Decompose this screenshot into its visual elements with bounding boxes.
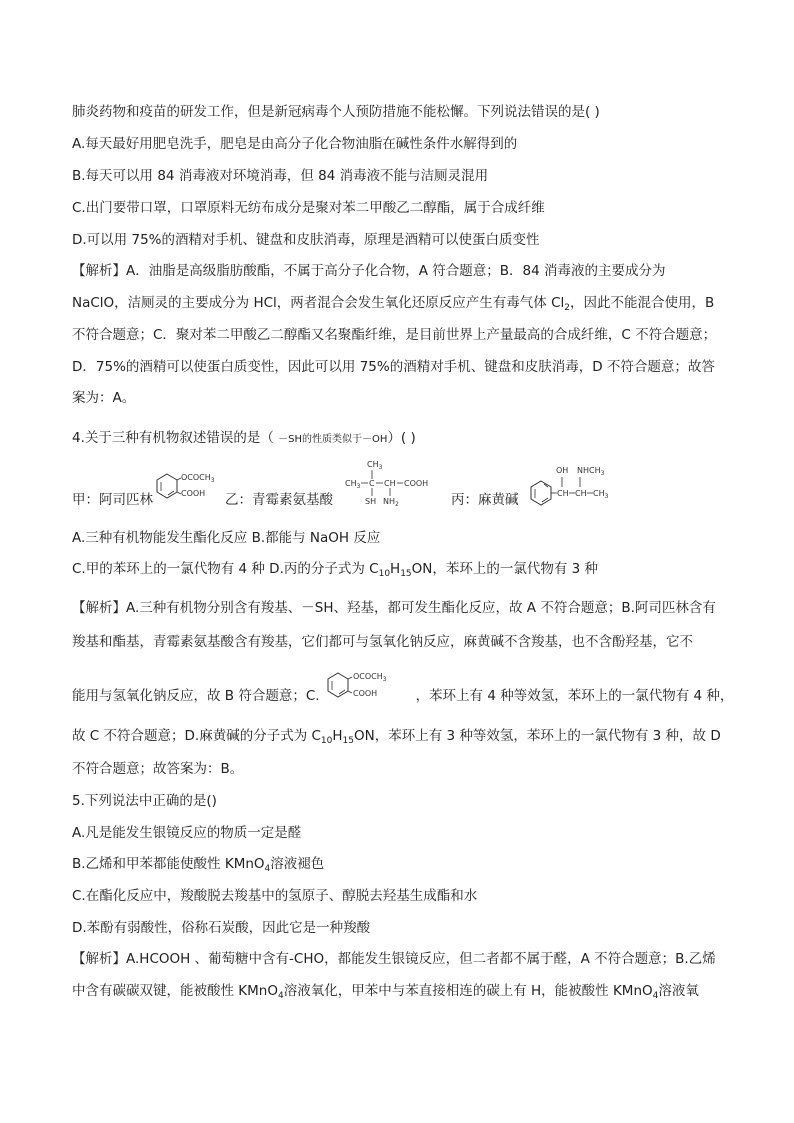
q3-analysis-line: 案为：A。 [72, 390, 136, 406]
svg-text:CH3: $CH_3$ [367, 460, 383, 471]
q4-stem: 4.关于三种有机物叙述错误的是（ －SH的性质类似于－OH）( ) [72, 430, 416, 446]
q4-options-cd: C.甲的苯环上的一氯代物有 4 种 D.丙的分子式为 $C_{10}H_{15}ON$，苯环上的一氯代物有 3 种 [72, 561, 599, 579]
q4-analysis-line: 能用与氢氧化钠反应，故 B 符合题意；C. $OCOCH_3$ COOH ，苯环上有 4 种等效氢，苯环上的一氯代物有 4 种， [72, 666, 744, 710]
q4-analysis-line: 故 C 不符合题意；D.麻黄碱的分子式为 $C_{10}H_{15}ON$，苯环上有 3 种等效氢，苯环上的一氯代物有 3 种，故 D [72, 728, 721, 746]
q3-analysis-line: 【解析】A．油脂是高级脂肪酸酯，不属于高分子化合物，A 符合题意；B．84 消毒液的主要成分为 [72, 263, 666, 279]
svg-text:C: C [369, 479, 375, 488]
q4-analysis-line: 不符合题意；故答案为：B。 [72, 761, 244, 777]
svg-text:OH: OH [555, 466, 568, 475]
q5-analysis-line: 【解析】A.HCOOH 、葡萄糖中含有-CHO，都能发生银镜反应，但二者都不属于醛，A 不符合题意；B.乙烯 [72, 951, 716, 967]
q5-option-c: C.在酯化反应中，羧酸脱去羧基中的氢原子、醇脱去羟基生成酯和水 [72, 888, 478, 904]
q3-option-d: D.可以用 75%的酒精对手机、键盘和皮肤消毒，原理是酒精可以使蛋白质变性 [72, 232, 540, 248]
q5-stem: 5.下列说法中正确的是() [72, 793, 217, 809]
q4-options-ab: A.三种有机物能发生酯化反应 B.都能与 NaOH 反应 [72, 530, 381, 546]
svg-text:CH: CH [384, 479, 396, 488]
q3-option-b: B.每天可以用 84 消毒液对环境消毒，但 84 消毒液不能与洁厕灵混用 [72, 168, 489, 184]
svg-text:CH: CH [556, 489, 569, 498]
q5-option-d: D.苯酚有弱酸性，俗称石炭酸，因此它是一种羧酸 [72, 920, 371, 936]
svg-text:COOH: COOH [404, 479, 429, 488]
q3-analysis-line: NaClO，洁厕灵的主要成分为 HCl，两者混合会发生氧化还原反应产生有毒气体 $Cl_2$，因此不能混合使用，B [72, 295, 715, 313]
bing-label: 丙：麻黄碱 [451, 492, 519, 508]
q4-analysis-line: 【解析】A.三种有机物分别含有羧基、－SH、羟基，都可发生酯化反应，故 A 不符合题意；B.阿司匹林含有 [72, 600, 716, 616]
svg-text:COOH: COOH [181, 489, 206, 498]
q4-structures-row [72, 458, 744, 514]
svg-text:OCOCH3: $OCOCH_3$ [352, 672, 387, 683]
jia-label: 甲：阿司匹林 [72, 492, 153, 508]
q3-stem: 肺炎药物和疫苗的研发工作，但是新冠病毒个人预防措施不能松懈。下列说法错误的是( ) [72, 104, 600, 120]
svg-text:CH: CH [574, 489, 587, 498]
ephedrine-structure [525, 461, 645, 511]
svg-text:NH2: $NH_2$ [383, 497, 399, 508]
q5-analysis-line: 中含有碳碳双键，能被酸性 KMnO$_4$溶液氧化，甲苯中与苯直接相连的碳上有 H，能被酸性 KMnO$_4$溶液氧 [72, 983, 699, 1001]
svg-text:CH3: $CH_3$ [345, 479, 361, 490]
svg-text:COOH: COOH [352, 689, 377, 698]
penicillamine-structure [345, 458, 445, 514]
q5-option-b: B.乙烯和甲苯都能使酸性 KMnO$_4$溶液褪色 [72, 856, 325, 874]
svg-text:SH: SH [365, 497, 377, 506]
q3-analysis-line: 不符合题意；C．聚对苯二甲酸乙二醇酯又名聚酯纤维，是目前世界上产量最高的合成纤维，C 不符合题意； [72, 327, 717, 343]
svg-text:CH3: $CH_3$ [592, 489, 608, 500]
yi-label: 乙：青霉素氨基酸 [225, 492, 333, 508]
aspirin-structure [153, 464, 225, 508]
q3-analysis-line: D．75%的酒精可以使蛋白质变性，因此可以用 75%的酒精对手机、键盘和皮肤消毒，D 不符合题意；故答 [72, 359, 715, 375]
q5-option-a: A.凡是能发生银镜反应的物质一定是醛 [72, 825, 302, 841]
aspirin-structure-inline [320, 667, 416, 709]
svg-text:OCOCH3: $OCOCH_3$ [181, 473, 215, 484]
q4-analysis-line: 羧基和酯基，青霉素氨基酸含有羧基，它们都可与氢氧化钠反应，麻黄碱不含羧基，也不含酚羟基，它不 [72, 634, 693, 650]
q3-option-c: C.出门要带口罩，口罩原料无纺布成分是聚对苯二甲酸乙二醇酯，属于合成纤维 [72, 200, 545, 216]
svg-text:NHCH3: $NHCH_3$ [576, 466, 604, 477]
q3-option-a: A.每天最好用肥皂洗手，肥皂是由高分子化合物油脂在碱性条件水解得到的 [72, 136, 518, 152]
